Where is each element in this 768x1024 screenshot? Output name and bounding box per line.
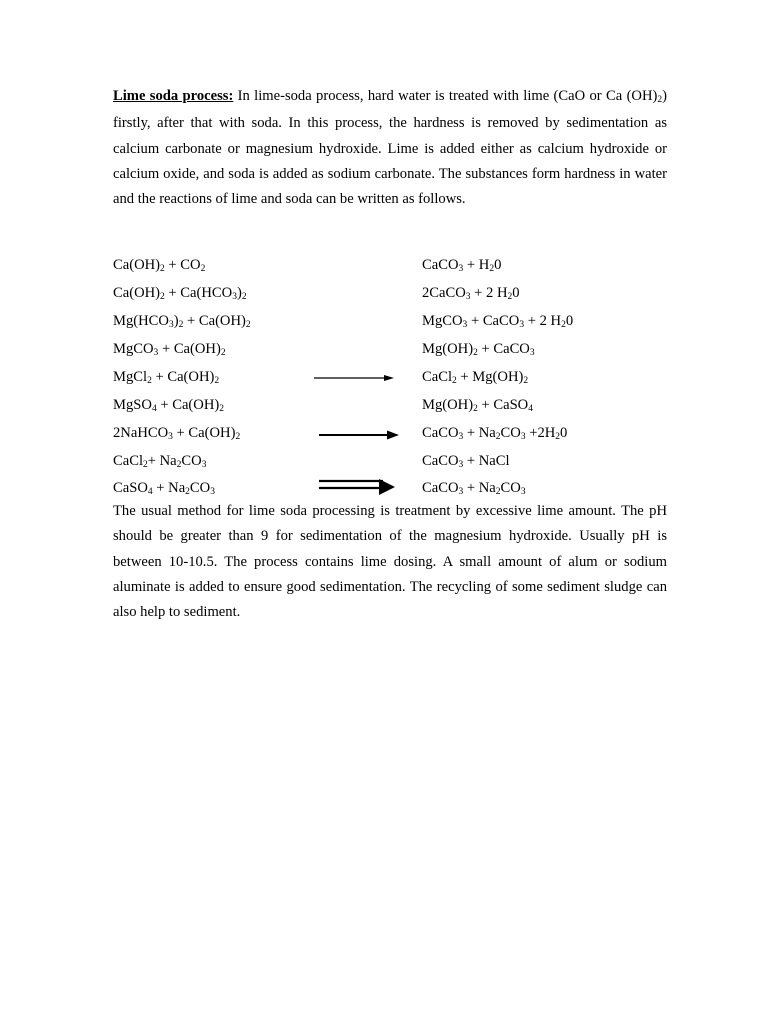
- reaction-row: [0, 392, 768, 418]
- intro-text: In lime-soda process, hard water is treated with lime (CaO or Ca $(OH)_2$) firstly, after that with soda. In this process, the hardness is removed by sedimentation as calcium carbonate or magnesium hydroxide. Lime is added either as calcium hydroxide or calcium oxide, and soda is added as sodium carbonate. The substances form hardness in water and the reactions of lime and soda can be written as follows.: [113, 88, 667, 208]
- reaction-reactants: MgCl$_2$ + $Ca(OH)_2$: [113, 369, 220, 386]
- reaction-reactants: 2NaHCO$_3$ + $Ca(OH)_2$: [113, 425, 241, 442]
- reaction-row: [0, 252, 768, 278]
- reaction-products: 2CaCO$_3$ + 2 $H_20$: [422, 285, 520, 302]
- reaction-products: $Mg(OH)_2$ + CaCO$_3$: [422, 341, 535, 358]
- reaction-reactants: $Mg(HCO_3)_2 + Ca(OH)_2$: [113, 313, 251, 330]
- reaction-reactants: MgSO$_4$ + $Ca(OH)_2$: [113, 397, 224, 414]
- reaction-products: $Mg(OH)_2$ + CaSO$_4$: [422, 397, 533, 414]
- reaction-reactants: CaCl$_2$+ $Na_2CO_3$: [113, 453, 207, 470]
- reaction-products: MgCO$_3$ + CaCO$_3$ + 2 $H_20$: [422, 313, 574, 330]
- reaction-products: CaCO$_3$ + $H_20$: [422, 257, 502, 274]
- reaction-reactants: $Ca(OH)_2 + Ca(HCO_3)_2$: [113, 285, 247, 302]
- reaction-row: [0, 448, 768, 474]
- reaction-row: [0, 364, 768, 390]
- section-heading: Lime soda process:: [113, 88, 234, 104]
- reaction-row: [0, 475, 768, 501]
- reaction-reactants: CaSO$_4$ + $Na_2CO_3$: [113, 480, 215, 497]
- reaction-products: CaCO$_3$ + $Na_2CO_3 +2H_20$: [422, 425, 568, 442]
- single-arrow-icon: [312, 364, 396, 390]
- reaction-row: [0, 420, 768, 446]
- reaction-reactants: $Ca(OH)_2 + CO_2$: [113, 257, 206, 274]
- reaction-products: CaCO$_3$ + $Na_2CO_3$: [422, 480, 526, 497]
- reaction-row: [0, 280, 768, 306]
- reaction-row: [0, 336, 768, 362]
- double-arrow-icon: [317, 475, 397, 501]
- reaction-reactants: MgCO$_3$ + $Ca(OH)_2$: [113, 341, 226, 358]
- reaction-products: CaCl$_2$ + $Mg(OH)_2$: [422, 369, 529, 386]
- single-arrow-icon: [317, 420, 401, 446]
- outro-paragraph: The usual method for lime soda processing is treatment by excessive lime amount. The pH should be greater than 9 for sedimentation of the magnesium hydroxide. Usually pH is between 10-10.5. The process contains lime dosing. A small amount of alum or sodium aluminate is added to ensure good sedimentation. The recycling of some sediment sludge can also help to sediment.: [113, 503, 667, 621]
- reaction-row: [0, 308, 768, 334]
- intro-paragraph: [113, 84, 667, 212]
- reaction-products: CaCO$_3$ + NaCl: [422, 453, 510, 470]
